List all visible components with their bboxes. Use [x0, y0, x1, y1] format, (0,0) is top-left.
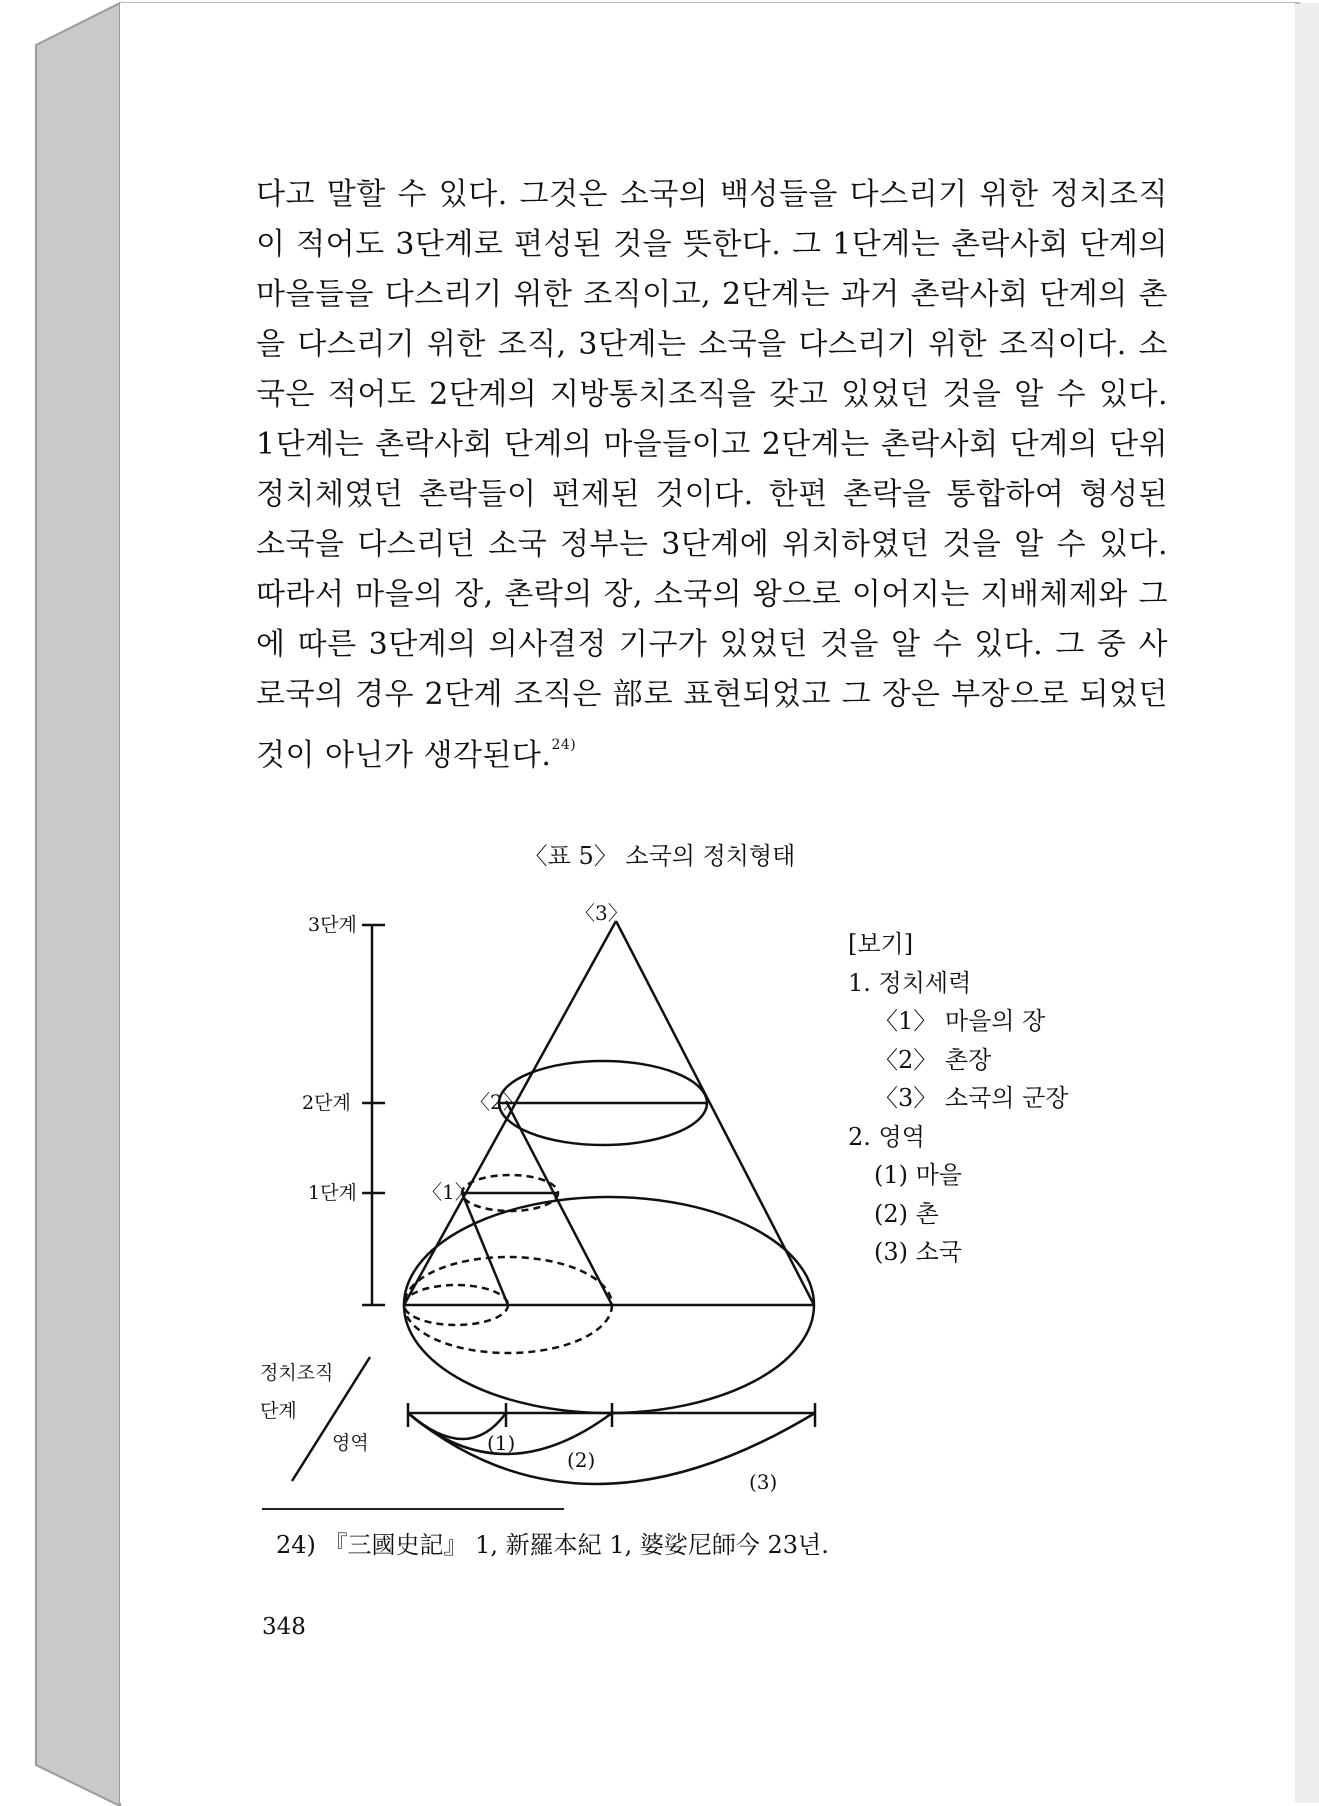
footnote-reference[interactable]: 24) — [551, 737, 577, 753]
area-label-2: (2) — [567, 1448, 596, 1472]
level-label-2: 2단계 — [302, 1092, 351, 1114]
legend-item: (3) 소국 — [874, 1238, 962, 1266]
axis-label-organization: 정치조직 — [260, 1362, 334, 1384]
footnote: 24) 『三國史記』 1, 新羅本紀 1, 婆娑尼師今 23년. — [276, 1531, 829, 1559]
legend-section-political-power: 1. 정치세력 — [848, 968, 972, 997]
legend-section-area: 2. 영역 — [848, 1122, 925, 1151]
node-label-2: 〈2〉 — [470, 1090, 523, 1114]
area-label-3: (3) — [749, 1470, 778, 1494]
body-text — [256, 170, 1168, 781]
legend-item: 〈2〉 촌장 — [874, 1045, 992, 1074]
legend-item: (2) 촌 — [874, 1199, 939, 1228]
axis-label-level: 단계 — [260, 1400, 297, 1422]
figure-caption: 〈표 5〉 소국의 정치형태 — [523, 842, 796, 870]
body-paragraph: 다고 말할 수 있다. 그것은 소국의 백성들을 다스리기 위한 정치조직이 적어도 3단계로 편성된 것을 뜻한다. 그 1단계는 촌락사회 단계의 마을들을 다스리기 위한 조직이고, 2단계는 과거 촌락사회 단계의 촌을 다스리기 위한 조직, 3단계는 소국을 다스리기 위한 조직이다. 소국은 적어도 2단계의 지방통치조직을 갖고 있었던 것을 알 수 있다. 1단계는 촌락사회 단계의 마을들이고 2단계는 촌락사회 단계의 단위정치체였던 촌락들이 편제된 것이다. 한편 촌락을 통합하여 형성된 소국을 다스리던 소국 정부는 3단계에 위치하였던 것을 알 수 있다. 따라서 마을의 장, 촌락의 장, 소국의 왕으로 이어지는 지배체제와 그에 따른 3단계의 의사결정 기구가 있었던 것을 알 수 있다. 그 중 사로국의 경우 2단계 조직은 部로 표현되었고 그 장은 부장으로 되었던 것이 아닌가 생각된다. — [256, 177, 1168, 773]
legend-title: [보기] — [848, 930, 914, 958]
diagram-legend — [848, 925, 1068, 1272]
area-label-1: (1) — [487, 1431, 516, 1455]
legend-item: (1) 마을 — [874, 1161, 962, 1189]
cone-2-right — [506, 1101, 612, 1305]
level-label-3: 3단계 — [308, 914, 357, 936]
node-label-1: 〈1〉 — [422, 1180, 475, 1204]
cone-3-right — [616, 921, 814, 1305]
level-label-1: 1단계 — [308, 1182, 357, 1204]
legend-item: 〈3〉 소국의 군장 — [874, 1084, 1069, 1112]
legend-item: 〈1〉 마을의 장 — [874, 1007, 1046, 1035]
footnote-divider — [262, 1508, 564, 1510]
axis-label-area: 영역 — [332, 1432, 369, 1454]
node-label-3: 〈3〉 — [575, 901, 628, 925]
page-number: 348 — [262, 1614, 306, 1640]
